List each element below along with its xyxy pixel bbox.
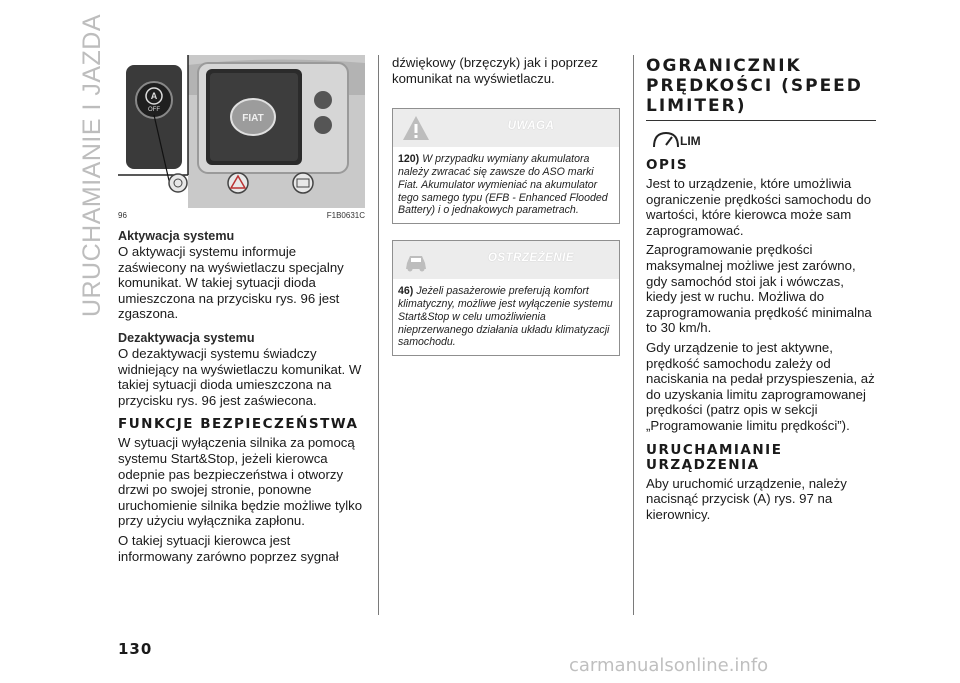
- figure-number: 96: [118, 211, 127, 220]
- column-divider: [633, 55, 634, 615]
- paragraph-safety-1: W sytuacji wyłączenia silnika za pomocą systemu Start&Stop, jeżeli kierowca odepnie pas bezpieczeństwa i otworzy drzwi po swojej stronie, ponowne uruchomienie silnika będzie możliwe tylko przy użyciu wyłącznika zapłonu.: [118, 435, 363, 529]
- caution-label: OSTRZEŻENIE: [487, 252, 574, 265]
- caution-box: [392, 240, 620, 356]
- caution-body: [393, 279, 619, 355]
- heading-description: OPIS: [646, 157, 689, 173]
- paragraph-safety-2: O takiej sytuacji kierowca jest informowany zarówno poprzez sygnał: [118, 532, 339, 564]
- warning-body: [393, 147, 619, 223]
- dashboard-photo: [118, 55, 365, 208]
- warning-box-header: [393, 109, 619, 147]
- figure-code: F1B0631C: [326, 211, 365, 220]
- caution-number: 46): [398, 285, 414, 298]
- paragraph-description-3: Gdy urządzenie to jest aktywne, prędkość samochodu zależy od naciskania na pedał przyspieszenia, aż do uzyskania limitu zaprogramowanej prędkości (patrz opis w sekcji „Programowanie limitu prędkości”).: [646, 339, 875, 433]
- column-left: [118, 55, 365, 568]
- car-caution-icon: [401, 245, 431, 275]
- dashboard-illustration: [118, 55, 365, 208]
- heading-deactivation: Dezaktywacja systemu: [118, 330, 255, 345]
- svg-text:LIM: LIM: [680, 134, 701, 148]
- heading-activation: Aktywacja systemu: [118, 229, 235, 243]
- svg-text:A: A: [150, 91, 158, 101]
- paragraph-deactivation: O dezaktywacji systemu świadczy widniejący na wyświetlaczu komunikat. W takiej sytuacji dioda umieszczona na przycisku rys. 96 jest zaświecona.: [118, 345, 362, 408]
- warning-box: [392, 108, 620, 224]
- column-middle: [392, 55, 620, 356]
- figure-caption: [118, 211, 365, 220]
- paragraph-description-1: Jest to urządzenie, które umożliwia ograniczenie prędkości samochodu do wartości, które kierowca może sam zaprogramować.: [646, 176, 872, 238]
- off-label: OFF: [148, 107, 160, 113]
- caution-text: Jeżeli pasażerowie preferują komfort klimatyczny, możliwe jest wyłączenie systemu Start&Stop w celu umożliwienia nieprzerwanego działania układu klimatyzacji samochodu.: [398, 285, 613, 349]
- caution-box-header: [393, 241, 619, 279]
- heading-speed-limiter: OGRANICZNIK PRĘDKOŚCI (SPEED LIMITER): [646, 56, 876, 121]
- speed-limiter-icon: [652, 129, 701, 149]
- heading-safety-functions: FUNKCJE BEZPIECZEŃSTWA: [118, 416, 359, 433]
- paragraph-activation: O aktywacji systemu informuje zaświecony na wyświetlaczu specjalny komunikat. W takiej sytuacji dioda umieszczona na przycisku rys. 96 jest zgaszona.: [118, 244, 344, 322]
- paragraph-description-2: Zaprogramowanie prędkości maksymalnej możliwe jest zarówno, gdy samochód stoi jak i wówczas, kiedy jest w ruchu. Możliwa do zaprogramowania prędkość minimalna to 30 km/h.: [646, 242, 872, 336]
- watermark: carmanualsonline.info: [569, 655, 769, 676]
- warning-number: 120): [398, 153, 420, 166]
- column-divider: [378, 55, 379, 615]
- warning-label: UWAGA: [507, 120, 555, 133]
- section-side-title: URUCHAMIANIE I JAZDA: [78, 13, 107, 317]
- paragraph-continued: dźwiękowy (brzęczyk) jak i poprzez komunikat na wyświetlaczu.: [392, 55, 598, 86]
- svg-text:FIAT: FIAT: [242, 113, 264, 124]
- page-number: 130: [118, 640, 153, 658]
- warning-text: W przypadku wymiany akumulatora należy zwracać się zawsze do ASO marki Fiat. Akumulator wymieniać na akumulator tego samego typu (EFB - Enhanced Flooded Battery) i o jednakowych parametrach.: [398, 153, 608, 217]
- column-right: [646, 55, 876, 526]
- warning-triangle-icon: [401, 113, 431, 143]
- paragraph-device-startup: Aby uruchomić urządzenie, należy nacisnąć przycisk (A) rys. 97 na kierownicy.: [646, 475, 847, 522]
- heading-device-startup: URUCHAMIANIE URZĄDZENIA: [646, 441, 783, 473]
